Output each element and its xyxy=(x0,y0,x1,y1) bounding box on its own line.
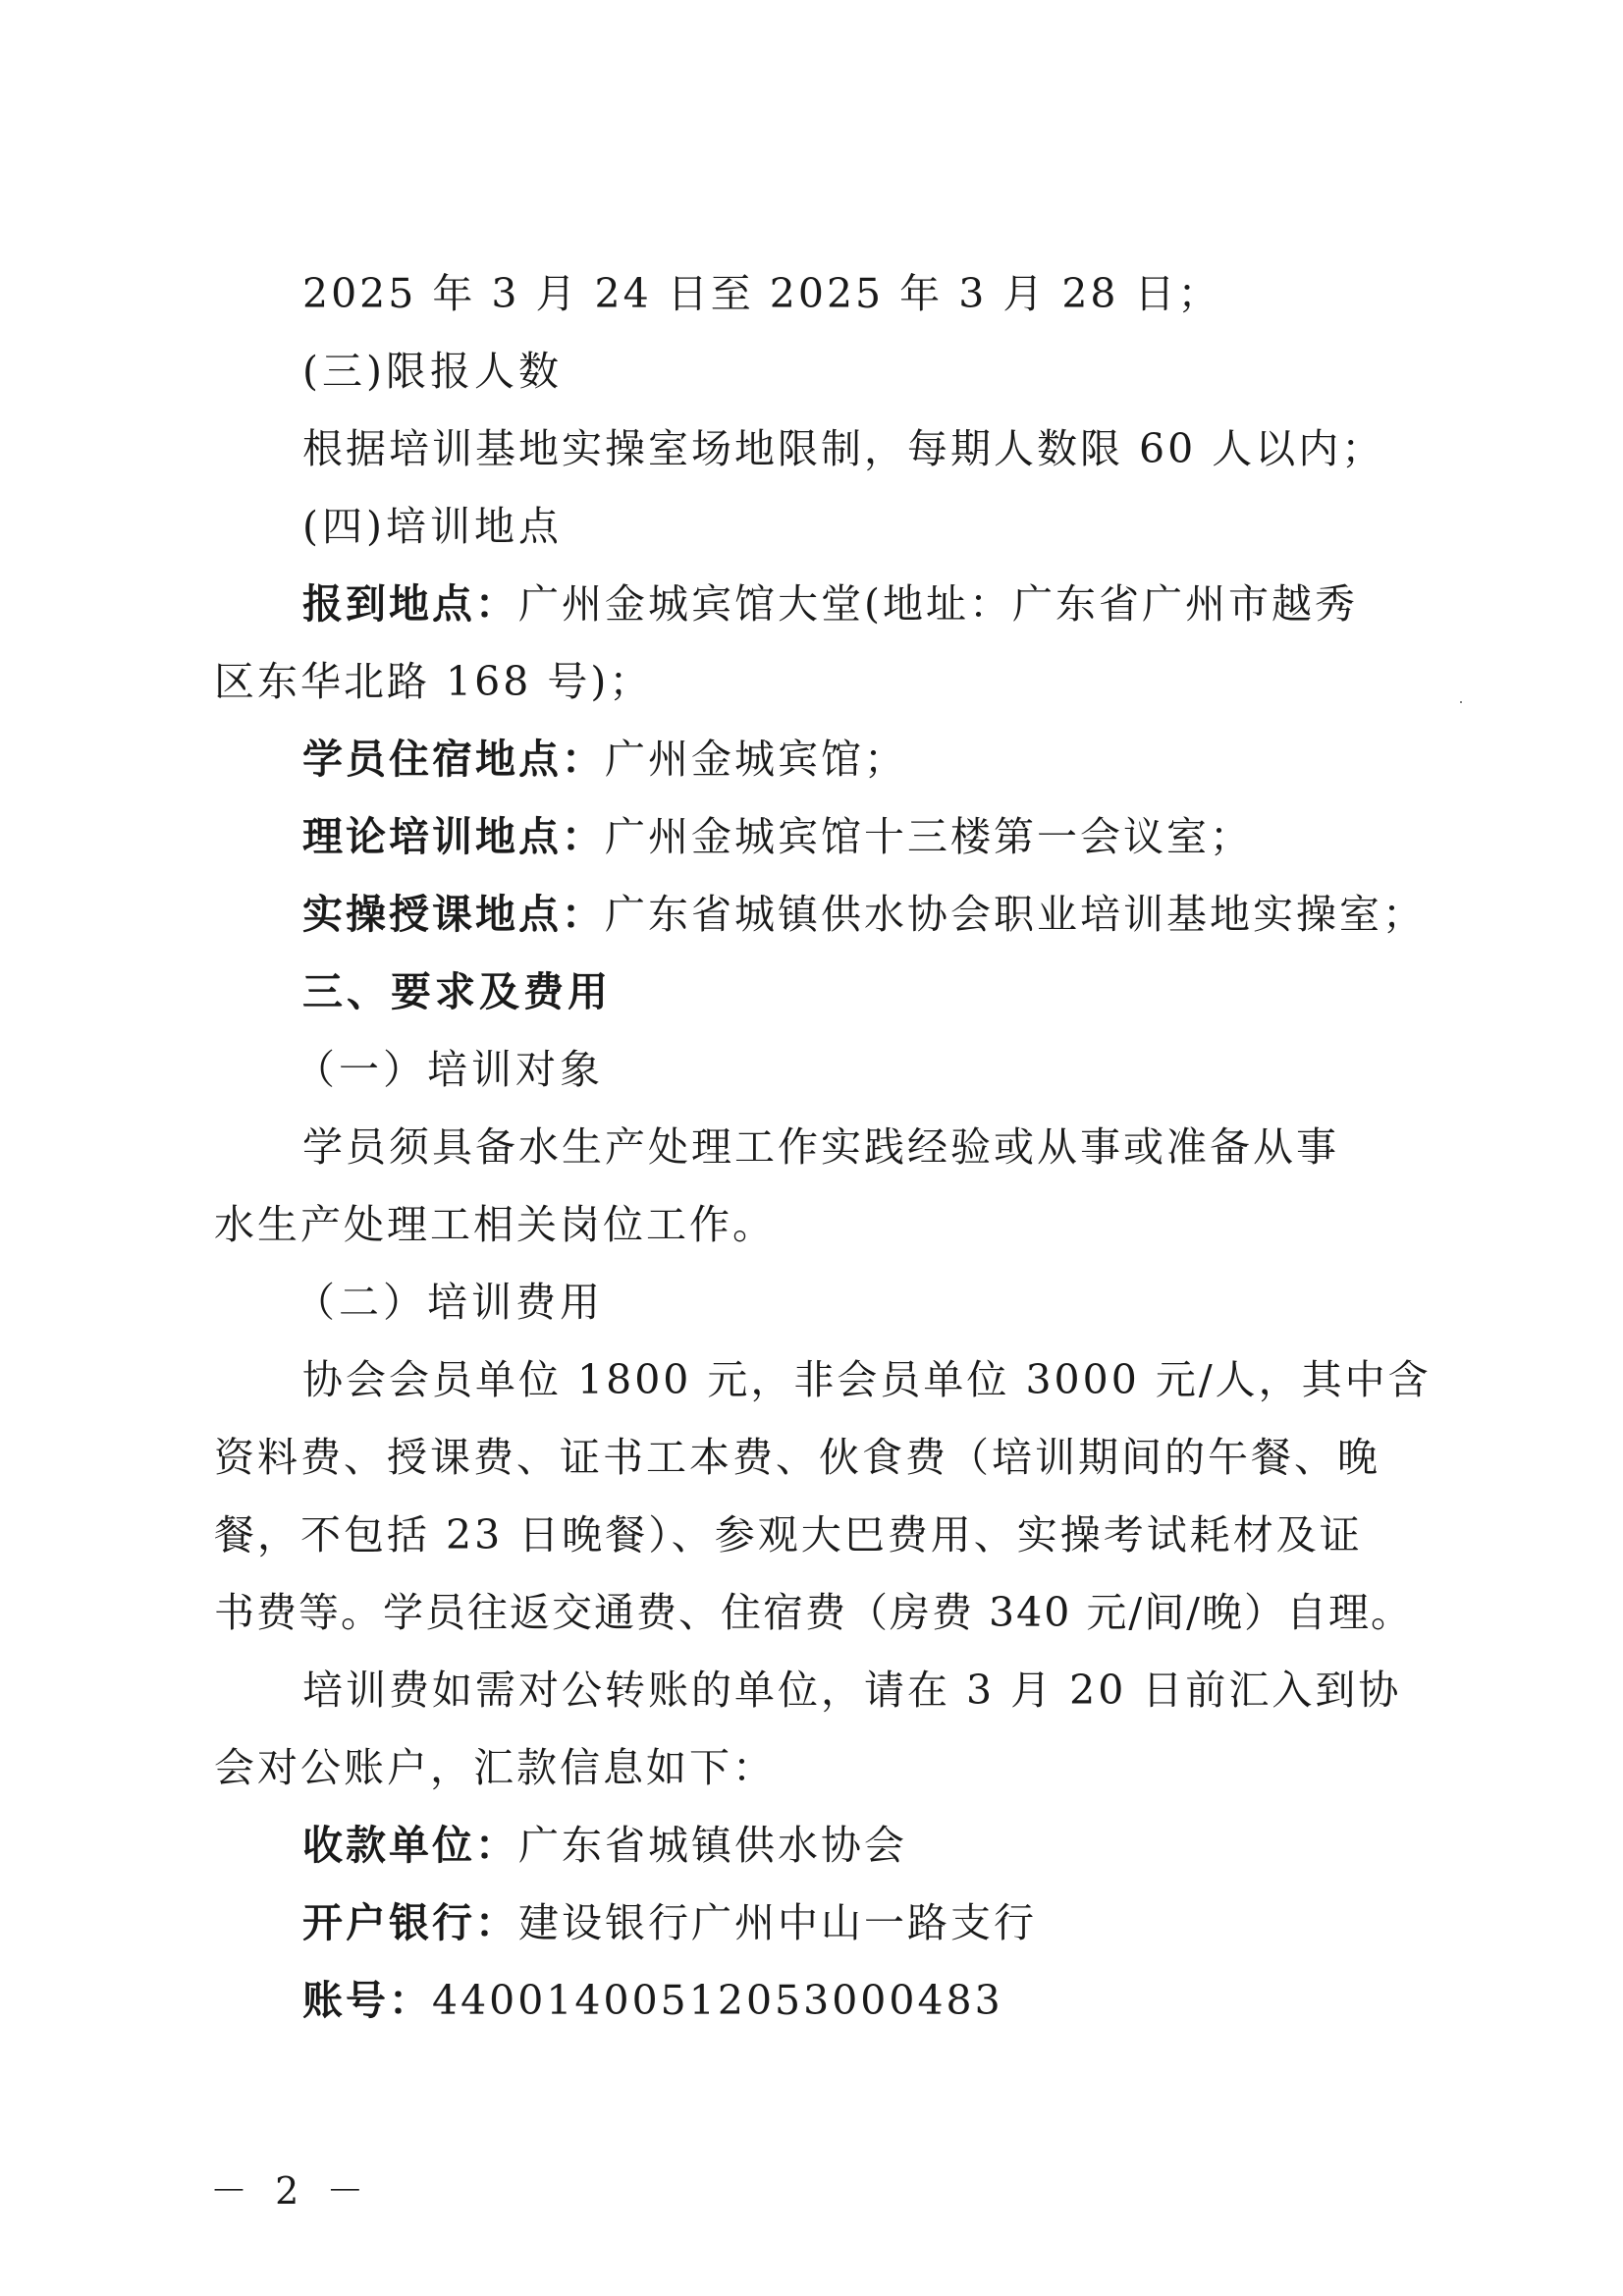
target-body-1: 学员须具备水生产处理工作实践经验或从事或准备从事 xyxy=(302,1123,1339,1171)
text-line-transfer-1 xyxy=(302,1666,1401,1715)
text-line-target-2 xyxy=(214,1200,776,1249)
scan-speck xyxy=(1460,701,1462,703)
lodging-value: 广州金城宾馆； xyxy=(605,736,907,783)
transfer-body-1: 培训费如需对公转账的单位，请在 3 月 20 日前汇入到协 xyxy=(302,1667,1402,1714)
requirements-heading-text: 三、要求及费用 xyxy=(302,968,612,1015)
fee-body-2: 资料费、授课费、证书工本费、伙食费（培训期间的午餐、晚 xyxy=(214,1434,1380,1481)
practice-value: 广东省城镇供水协会职业培训基地实操室； xyxy=(605,891,1426,938)
text-line-theory xyxy=(302,812,1253,861)
text-line-report-location xyxy=(302,579,1358,629)
report-location-value: 广州金城宾馆大堂(地址：广东省广州市越秀 xyxy=(518,580,1358,628)
report-location-value-cont: 区东华北路 168 号)； xyxy=(214,658,653,705)
transfer-body-2: 会对公账户，汇款信息如下： xyxy=(214,1744,776,1791)
text-line-payee xyxy=(302,1821,907,1870)
text-line-report-location-cont xyxy=(214,657,652,706)
text-line-target-1 xyxy=(302,1122,1339,1172)
text-line-transfer-2 xyxy=(214,1743,776,1792)
text-line-account xyxy=(302,1976,1003,2025)
subsection-heading-target xyxy=(295,1045,604,1094)
page-number: － 2 － xyxy=(210,2169,372,2213)
theory-value: 广州金城宾馆十三楼第一会议室； xyxy=(605,813,1253,860)
location-heading-text: (四)培训地点 xyxy=(302,503,563,550)
text-line-bank xyxy=(302,1898,1037,1947)
text-line-fee-2 xyxy=(214,1433,1380,1482)
section-heading-requirements xyxy=(302,967,612,1016)
bank-label: 开户银行： xyxy=(302,1899,518,1946)
text-line-dates xyxy=(302,269,1221,318)
account-value: 44001400512053000483 xyxy=(432,1977,1003,2024)
fee-body-4: 书费等。学员往返交通费、住宿费（房费 340 元/间/晚）自理。 xyxy=(214,1589,1413,1636)
limit-heading-text: (三)限报人数 xyxy=(302,348,563,395)
limit-body-text: 根据培训基地实操室场地限制，每期人数限 60 人以内； xyxy=(302,425,1385,472)
text-line-fee-4 xyxy=(214,1588,1413,1637)
target-heading-text: （一）培训对象 xyxy=(295,1046,604,1093)
account-label: 账号： xyxy=(302,1977,432,2024)
practice-label: 实操授课地点： xyxy=(302,891,605,938)
theory-label: 理论培训地点： xyxy=(302,813,605,860)
text-line-fee-3 xyxy=(214,1510,1363,1559)
text-line-practice xyxy=(302,890,1426,939)
fee-body-3: 餐，不包括 23 日晚餐）、参观大巴费用、实操考试耗材及证 xyxy=(214,1511,1363,1558)
lodging-label: 学员住宿地点： xyxy=(302,736,605,783)
payee-label: 收款单位： xyxy=(302,1822,518,1869)
fees-heading-text: （二）培训费用 xyxy=(295,1279,604,1326)
subsection-heading-fees xyxy=(295,1278,604,1327)
subsection-heading-location xyxy=(302,502,563,551)
subsection-heading-limit xyxy=(302,347,563,396)
payee-value: 广东省城镇供水协会 xyxy=(518,1822,907,1869)
report-location-label: 报到地点： xyxy=(302,580,518,628)
fee-body-1: 协会会员单位 1800 元，非会员单位 3000 元/人，其中含 xyxy=(302,1356,1432,1403)
dates-text: 2025 年 3 月 24 日至 2025 年 3 月 28 日； xyxy=(302,270,1221,317)
text-line-fee-1 xyxy=(302,1355,1432,1404)
bank-value: 建设银行广州中山一路支行 xyxy=(518,1899,1037,1946)
text-line-limit-body xyxy=(302,424,1384,473)
text-line-lodging xyxy=(302,735,907,784)
target-body-2: 水生产处理工相关岗位工作。 xyxy=(214,1201,776,1248)
